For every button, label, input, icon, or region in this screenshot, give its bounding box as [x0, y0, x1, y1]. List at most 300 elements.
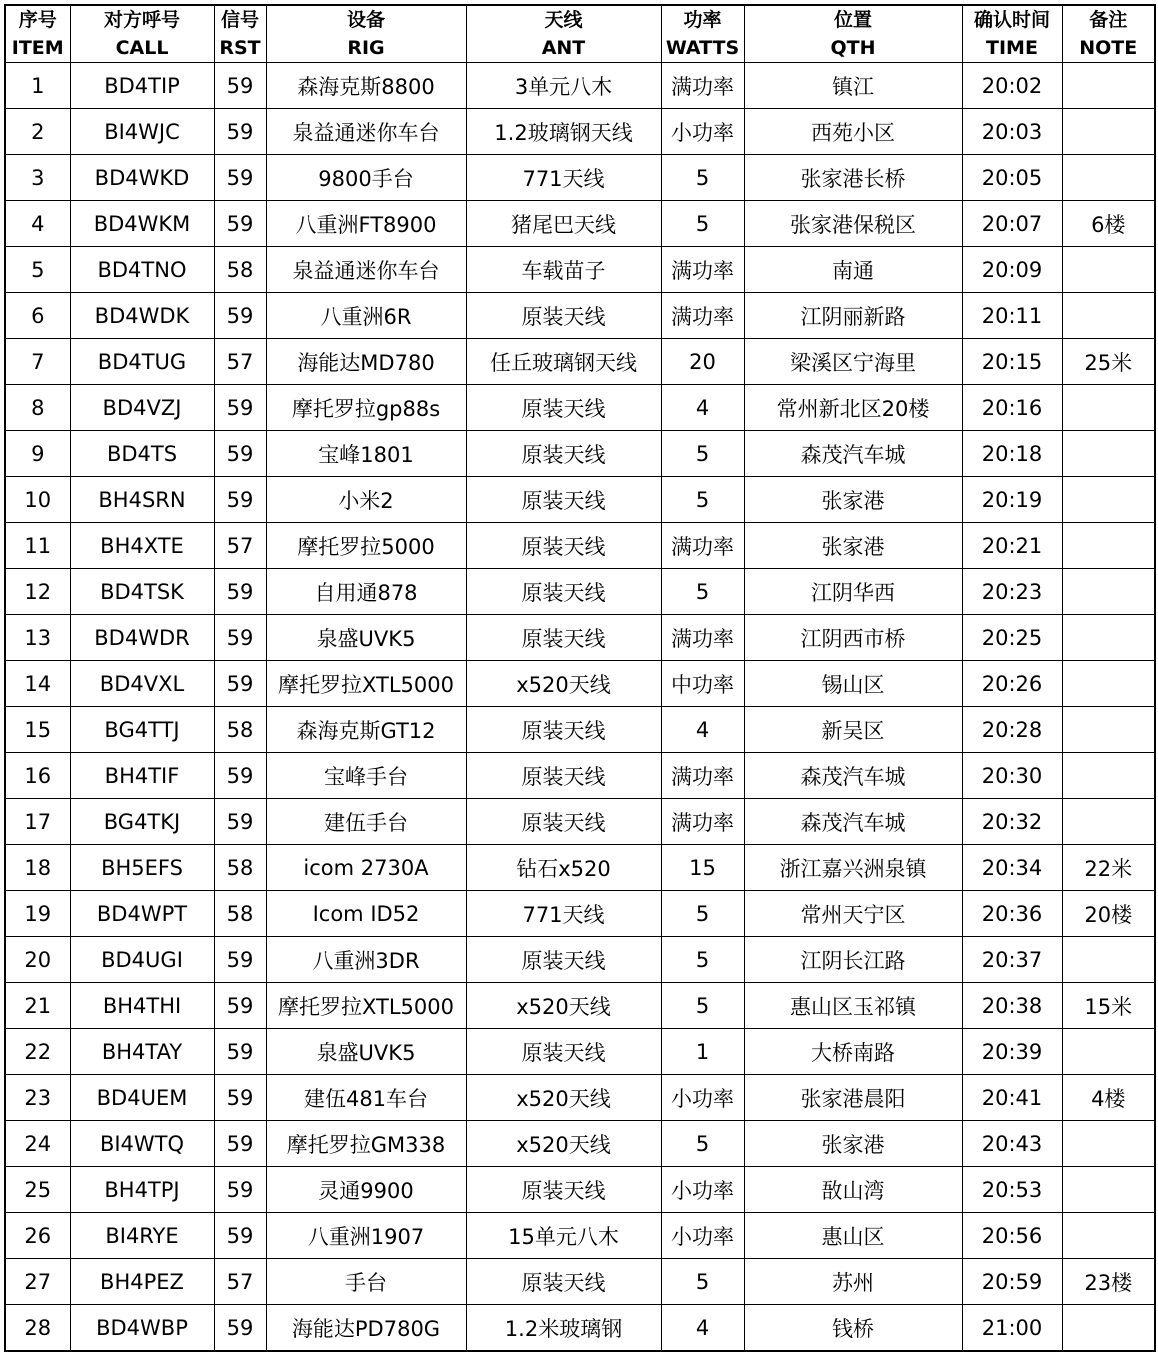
cell-watts: 4: [661, 707, 744, 753]
cell-note: 23楼: [1062, 1259, 1155, 1305]
cell-qth: 张家港: [744, 477, 962, 523]
cell-rst: 58: [214, 891, 266, 937]
qso-log-table: [4, 4, 1156, 1352]
cell-rig: 森海克斯8800: [266, 63, 466, 109]
cell-rig: 摩托罗拉gp88s: [266, 385, 466, 431]
cell-item: 26: [5, 1213, 70, 1259]
cell-rig: 摩托罗拉5000: [266, 523, 466, 569]
cell-item: 4: [5, 201, 70, 247]
cell-call: BI4WTQ: [70, 1121, 214, 1167]
cell-watts: 中功率: [661, 661, 744, 707]
cell-item: 19: [5, 891, 70, 937]
cell-qth: 钱桥: [744, 1305, 962, 1352]
cell-ant: 1.2米玻璃钢: [466, 1305, 661, 1352]
cell-ant: 原装天线: [466, 1029, 661, 1075]
cell-qth: 江阴长江路: [744, 937, 962, 983]
table-row: [5, 1121, 1155, 1167]
cell-watts: 满功率: [661, 247, 744, 293]
table-row: [5, 1259, 1155, 1305]
cell-note: [1062, 385, 1155, 431]
header-rig-zh: 设备: [346, 9, 385, 31]
cell-time: 20:32: [962, 799, 1062, 845]
cell-rig: 建伍手台: [266, 799, 466, 845]
cell-rst: 59: [214, 63, 266, 109]
cell-time: 20:03: [962, 109, 1062, 155]
cell-time: 20:21: [962, 523, 1062, 569]
cell-time: 20:19: [962, 477, 1062, 523]
cell-item: 10: [5, 477, 70, 523]
header-item-zh: 序号: [18, 9, 57, 31]
cell-rig: Icom ID52: [266, 891, 466, 937]
cell-ant: 原装天线: [466, 1259, 661, 1305]
header-row: [5, 5, 1155, 63]
header-note-zh: 备注: [1089, 9, 1128, 31]
cell-watts: 5: [661, 1259, 744, 1305]
cell-ant: 任丘玻璃钢天线: [466, 339, 661, 385]
cell-time: 20:26: [962, 661, 1062, 707]
cell-note: [1062, 937, 1155, 983]
header-watts: [661, 5, 744, 63]
header-qth: [744, 5, 962, 63]
header-note-en: NOTE: [1079, 37, 1138, 59]
cell-time: 20:16: [962, 385, 1062, 431]
cell-time: 20:05: [962, 155, 1062, 201]
header-note: [1062, 5, 1155, 63]
table-row: [5, 1075, 1155, 1121]
cell-qth: 江阴西市桥: [744, 615, 962, 661]
cell-item: 8: [5, 385, 70, 431]
cell-rst: 58: [214, 845, 266, 891]
cell-qth: 惠山区: [744, 1213, 962, 1259]
cell-rst: 59: [214, 661, 266, 707]
cell-ant: x520天线: [466, 661, 661, 707]
table-row: [5, 891, 1155, 937]
cell-watts: 1: [661, 1029, 744, 1075]
cell-rig: icom 2730A: [266, 845, 466, 891]
cell-watts: 5: [661, 891, 744, 937]
cell-item: 17: [5, 799, 70, 845]
cell-watts: 5: [661, 201, 744, 247]
cell-rst: 59: [214, 293, 266, 339]
cell-rst: 59: [214, 615, 266, 661]
cell-call: BH4PEZ: [70, 1259, 214, 1305]
cell-time: 20:28: [962, 707, 1062, 753]
cell-qth: 张家港保税区: [744, 201, 962, 247]
cell-rig: 宝峰手台: [266, 753, 466, 799]
cell-rst: 59: [214, 155, 266, 201]
cell-time: 20:34: [962, 845, 1062, 891]
table-row: [5, 799, 1155, 845]
cell-qth: 张家港长桥: [744, 155, 962, 201]
cell-call: BD4WDK: [70, 293, 214, 339]
cell-item: 2: [5, 109, 70, 155]
cell-rst: 58: [214, 707, 266, 753]
cell-watts: 满功率: [661, 63, 744, 109]
cell-time: 20:30: [962, 753, 1062, 799]
cell-watts: 满功率: [661, 523, 744, 569]
cell-qth: 森茂汽车城: [744, 431, 962, 477]
cell-rig: 摩托罗拉GM338: [266, 1121, 466, 1167]
cell-watts: 满功率: [661, 799, 744, 845]
cell-watts: 5: [661, 431, 744, 477]
cell-item: 21: [5, 983, 70, 1029]
cell-ant: x520天线: [466, 983, 661, 1029]
cell-time: 20:53: [962, 1167, 1062, 1213]
cell-ant: 原装天线: [466, 385, 661, 431]
cell-qth: 惠山区玉祁镇: [744, 983, 962, 1029]
cell-item: 7: [5, 339, 70, 385]
header-rig-en: RIG: [347, 37, 385, 59]
cell-call: BH4XTE: [70, 523, 214, 569]
cell-watts: 满功率: [661, 615, 744, 661]
cell-time: 20:18: [962, 431, 1062, 477]
header-ant: [466, 5, 661, 63]
cell-item: 1: [5, 63, 70, 109]
cell-watts: 小功率: [661, 1213, 744, 1259]
cell-time: 20:02: [962, 63, 1062, 109]
table-row: [5, 615, 1155, 661]
cell-time: 20:09: [962, 247, 1062, 293]
cell-note: [1062, 661, 1155, 707]
header-watts-zh: 功率: [683, 9, 722, 31]
cell-note: [1062, 1305, 1155, 1352]
cell-note: 4楼: [1062, 1075, 1155, 1121]
cell-note: [1062, 799, 1155, 845]
cell-time: 20:41: [962, 1075, 1062, 1121]
cell-watts: 小功率: [661, 1075, 744, 1121]
cell-item: 27: [5, 1259, 70, 1305]
cell-watts: 5: [661, 569, 744, 615]
cell-watts: 满功率: [661, 753, 744, 799]
cell-watts: 4: [661, 1305, 744, 1352]
cell-rst: 59: [214, 753, 266, 799]
cell-call: BG4TTJ: [70, 707, 214, 753]
cell-call: BI4RYE: [70, 1213, 214, 1259]
cell-rig: 泉盛UVK5: [266, 615, 466, 661]
cell-rst: 57: [214, 523, 266, 569]
cell-ant: 原装天线: [466, 753, 661, 799]
cell-rst: 59: [214, 569, 266, 615]
cell-rig: 泉盛UVK5: [266, 1029, 466, 1075]
cell-time: 21:00: [962, 1305, 1062, 1352]
cell-note: 22米: [1062, 845, 1155, 891]
header-time-en: TIME: [986, 37, 1038, 59]
cell-ant: 原装天线: [466, 799, 661, 845]
table-row: [5, 937, 1155, 983]
cell-note: [1062, 63, 1155, 109]
cell-rst: 59: [214, 385, 266, 431]
cell-note: 15米: [1062, 983, 1155, 1029]
cell-rig: 自用通878: [266, 569, 466, 615]
cell-rig: 八重洲FT8900: [266, 201, 466, 247]
cell-note: 6楼: [1062, 201, 1155, 247]
table-row: [5, 845, 1155, 891]
cell-qth: 苏州: [744, 1259, 962, 1305]
cell-rst: 57: [214, 1259, 266, 1305]
table-row: [5, 569, 1155, 615]
cell-note: [1062, 109, 1155, 155]
cell-rig: 灵通9900: [266, 1167, 466, 1213]
cell-qth: 新吴区: [744, 707, 962, 753]
cell-ant: 771天线: [466, 891, 661, 937]
cell-call: BD4UEM: [70, 1075, 214, 1121]
cell-item: 20: [5, 937, 70, 983]
table-row: [5, 247, 1155, 293]
table-row: [5, 385, 1155, 431]
cell-watts: 15: [661, 845, 744, 891]
cell-item: 12: [5, 569, 70, 615]
cell-note: [1062, 1029, 1155, 1075]
table-row: [5, 661, 1155, 707]
cell-note: [1062, 569, 1155, 615]
table-row: [5, 1167, 1155, 1213]
cell-note: [1062, 1167, 1155, 1213]
cell-call: BH4SRN: [70, 477, 214, 523]
header-rig: [266, 5, 466, 63]
cell-time: 20:07: [962, 201, 1062, 247]
cell-rst: 59: [214, 1075, 266, 1121]
table-row: [5, 983, 1155, 1029]
header-ant-zh: 天线: [544, 9, 583, 31]
cell-rst: 59: [214, 431, 266, 477]
cell-item: 16: [5, 753, 70, 799]
cell-item: 23: [5, 1075, 70, 1121]
header-rst: [214, 5, 266, 63]
header-call-zh: 对方呼号: [103, 9, 180, 31]
cell-rig: 摩托罗拉XTL5000: [266, 661, 466, 707]
header-watts-en: WATTS: [665, 37, 740, 59]
cell-rst: 59: [214, 1167, 266, 1213]
cell-qth: 张家港晨阳: [744, 1075, 962, 1121]
cell-watts: 满功率: [661, 293, 744, 339]
cell-qth: 张家港: [744, 1121, 962, 1167]
cell-ant: 原装天线: [466, 431, 661, 477]
cell-watts: 小功率: [661, 1167, 744, 1213]
cell-rst: 58: [214, 247, 266, 293]
cell-rig: 手台: [266, 1259, 466, 1305]
table-row: [5, 109, 1155, 155]
cell-rst: 59: [214, 1305, 266, 1352]
cell-ant: 原装天线: [466, 477, 661, 523]
cell-call: BD4TNO: [70, 247, 214, 293]
cell-rig: 森海克斯GT12: [266, 707, 466, 753]
cell-rst: 59: [214, 1213, 266, 1259]
cell-ant: 3单元八木: [466, 63, 661, 109]
cell-time: 20:38: [962, 983, 1062, 1029]
cell-rig: 八重洲1907: [266, 1213, 466, 1259]
cell-watts: 4: [661, 385, 744, 431]
cell-note: [1062, 247, 1155, 293]
cell-rst: 59: [214, 201, 266, 247]
table-row: [5, 201, 1155, 247]
cell-call: BD4WPT: [70, 891, 214, 937]
cell-ant: 1.2玻璃钢天线: [466, 109, 661, 155]
cell-qth: 江阴丽新路: [744, 293, 962, 339]
cell-ant: 原装天线: [466, 937, 661, 983]
cell-time: 20:43: [962, 1121, 1062, 1167]
cell-note: [1062, 1121, 1155, 1167]
cell-time: 20:59: [962, 1259, 1062, 1305]
table-row: [5, 293, 1155, 339]
cell-item: 6: [5, 293, 70, 339]
header-call: [70, 5, 214, 63]
table-row: [5, 155, 1155, 201]
header-rst-zh: 信号: [220, 9, 259, 31]
table-row: [5, 753, 1155, 799]
cell-ant: 原装天线: [466, 569, 661, 615]
table-row: [5, 339, 1155, 385]
cell-time: 20:39: [962, 1029, 1062, 1075]
cell-qth: 梁溪区宁海里: [744, 339, 962, 385]
cell-call: BD4VXL: [70, 661, 214, 707]
table-row: [5, 1213, 1155, 1259]
cell-ant: 原装天线: [466, 523, 661, 569]
cell-rst: 59: [214, 1121, 266, 1167]
cell-watts: 小功率: [661, 109, 744, 155]
cell-call: BH4TAY: [70, 1029, 214, 1075]
cell-rst: 59: [214, 937, 266, 983]
cell-qth: 常州天宁区: [744, 891, 962, 937]
cell-item: 3: [5, 155, 70, 201]
cell-note: 20楼: [1062, 891, 1155, 937]
cell-item: 11: [5, 523, 70, 569]
cell-qth: 森茂汽车城: [744, 799, 962, 845]
cell-call: BG4TKJ: [70, 799, 214, 845]
cell-note: [1062, 615, 1155, 661]
cell-note: [1062, 477, 1155, 523]
cell-watts: 5: [661, 155, 744, 201]
cell-call: BD4TS: [70, 431, 214, 477]
cell-call: BD4WDR: [70, 615, 214, 661]
cell-rst: 59: [214, 477, 266, 523]
cell-watts: 5: [661, 983, 744, 1029]
table-row: [5, 63, 1155, 109]
cell-ant: 车载苗子: [466, 247, 661, 293]
table-row: [5, 1029, 1155, 1075]
cell-call: BD4TSK: [70, 569, 214, 615]
header-qth-zh: 位置: [833, 9, 872, 31]
cell-item: 28: [5, 1305, 70, 1352]
cell-note: [1062, 431, 1155, 477]
cell-watts: 5: [661, 937, 744, 983]
cell-item: 18: [5, 845, 70, 891]
cell-note: [1062, 707, 1155, 753]
cell-time: 20:56: [962, 1213, 1062, 1259]
cell-rst: 59: [214, 799, 266, 845]
cell-rig: 海能达PD780G: [266, 1305, 466, 1352]
cell-rig: 八重洲3DR: [266, 937, 466, 983]
cell-rst: 57: [214, 339, 266, 385]
cell-time: 20:11: [962, 293, 1062, 339]
cell-ant: 猪尾巴天线: [466, 201, 661, 247]
cell-rig: 宝峰1801: [266, 431, 466, 477]
cell-note: 25米: [1062, 339, 1155, 385]
cell-rig: 建伍481车台: [266, 1075, 466, 1121]
cell-ant: x520天线: [466, 1075, 661, 1121]
header-ant-en: ANT: [541, 37, 586, 59]
cell-call: BD4TUG: [70, 339, 214, 385]
cell-item: 24: [5, 1121, 70, 1167]
cell-call: BD4WKM: [70, 201, 214, 247]
header-time: [962, 5, 1062, 63]
cell-ant: 原装天线: [466, 1167, 661, 1213]
cell-call: BI4WJC: [70, 109, 214, 155]
cell-ant: 原装天线: [466, 293, 661, 339]
cell-qth: 镇江: [744, 63, 962, 109]
cell-ant: 原装天线: [466, 707, 661, 753]
table-row: [5, 1305, 1155, 1352]
cell-call: BD4TIP: [70, 63, 214, 109]
header-time-zh: 确认时间: [973, 9, 1050, 31]
cell-call: BD4UGI: [70, 937, 214, 983]
cell-call: BH5EFS: [70, 845, 214, 891]
cell-ant: 771天线: [466, 155, 661, 201]
table-row: [5, 523, 1155, 569]
cell-note: [1062, 1213, 1155, 1259]
cell-time: 20:36: [962, 891, 1062, 937]
cell-rst: 59: [214, 983, 266, 1029]
table-body: [5, 63, 1155, 1352]
cell-ant: 原装天线: [466, 615, 661, 661]
cell-call: BD4WBP: [70, 1305, 214, 1352]
cell-rig: 摩托罗拉XTL5000: [266, 983, 466, 1029]
cell-note: [1062, 293, 1155, 339]
cell-item: 9: [5, 431, 70, 477]
table-row: [5, 477, 1155, 523]
cell-qth: 西苑小区: [744, 109, 962, 155]
cell-qth: 江阴华西: [744, 569, 962, 615]
cell-watts: 5: [661, 477, 744, 523]
cell-qth: 南通: [744, 247, 962, 293]
cell-time: 20:25: [962, 615, 1062, 661]
table-row: [5, 431, 1155, 477]
header-item: [5, 5, 70, 63]
cell-rst: 59: [214, 109, 266, 155]
cell-note: [1062, 155, 1155, 201]
cell-call: BH4THI: [70, 983, 214, 1029]
cell-qth: 敔山湾: [744, 1167, 962, 1213]
cell-item: 13: [5, 615, 70, 661]
header-item-en: ITEM: [11, 37, 64, 59]
cell-note: [1062, 523, 1155, 569]
header-call-en: CALL: [115, 37, 169, 59]
header-rst-en: RST: [219, 37, 261, 59]
cell-rig: 泉益通迷你车台: [266, 247, 466, 293]
cell-qth: 浙江嘉兴洲泉镇: [744, 845, 962, 891]
cell-ant: 15单元八木: [466, 1213, 661, 1259]
cell-time: 20:23: [962, 569, 1062, 615]
cell-item: 14: [5, 661, 70, 707]
cell-item: 22: [5, 1029, 70, 1075]
cell-call: BD4WKD: [70, 155, 214, 201]
cell-rst: 59: [214, 1029, 266, 1075]
cell-item: 25: [5, 1167, 70, 1213]
header-qth-en: QTH: [830, 37, 876, 59]
cell-qth: 大桥南路: [744, 1029, 962, 1075]
cell-qth: 张家港: [744, 523, 962, 569]
cell-note: [1062, 753, 1155, 799]
cell-watts: 5: [661, 1121, 744, 1167]
cell-call: BH4TIF: [70, 753, 214, 799]
cell-time: 20:15: [962, 339, 1062, 385]
cell-call: BH4TPJ: [70, 1167, 214, 1213]
cell-qth: 锡山区: [744, 661, 962, 707]
cell-rig: 海能达MD780: [266, 339, 466, 385]
cell-item: 5: [5, 247, 70, 293]
cell-time: 20:37: [962, 937, 1062, 983]
cell-ant: 钻石x520: [466, 845, 661, 891]
cell-rig: 泉益通迷你车台: [266, 109, 466, 155]
